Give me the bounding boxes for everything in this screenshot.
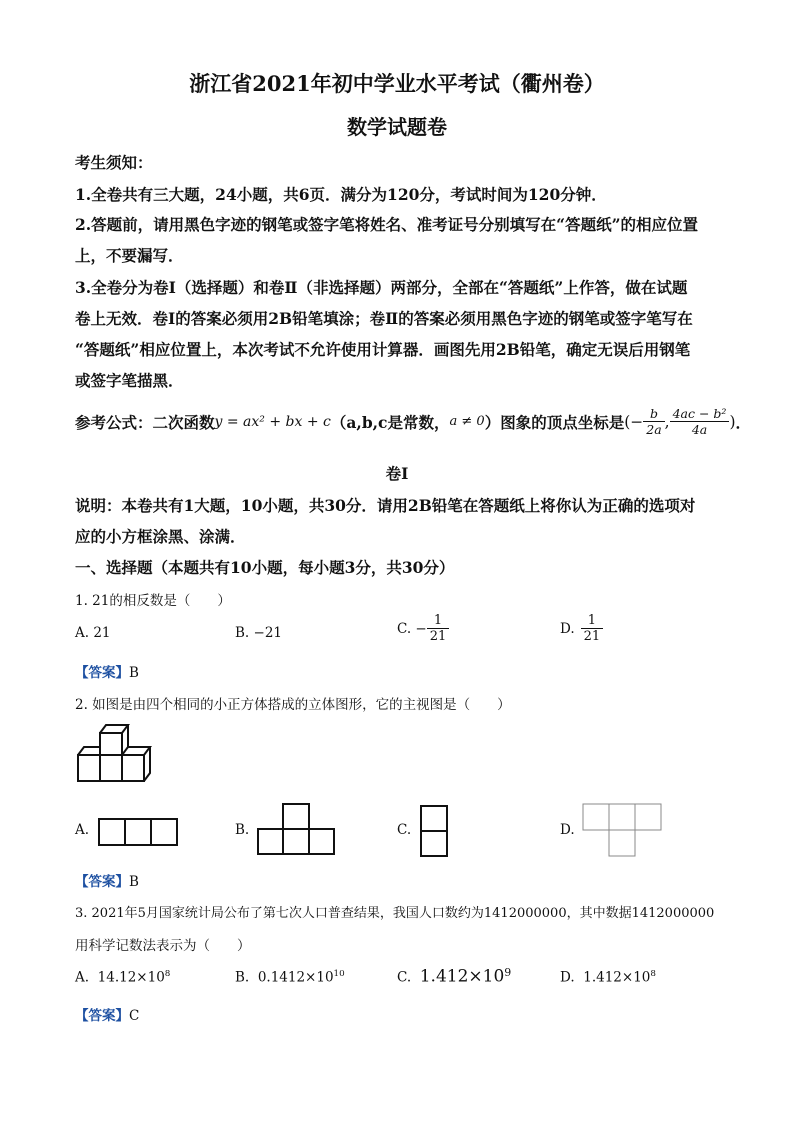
q1-c-numerator: 1: [427, 613, 450, 629]
q3-answer-value: C: [129, 1008, 140, 1024]
notice-item-3-line-1: 3.全卷分为卷Ⅰ（选择题）和卷Ⅱ（非选择题）两部分，全部在“答题纸”上作答，做在试题: [75, 278, 688, 297]
q1-option-d: [560, 613, 603, 644]
q2-answer-tag: 【答案】: [75, 874, 129, 890]
formula-mid: （a,b,c是常数，: [330, 412, 450, 432]
q1-c-denominator: 21: [429, 629, 447, 644]
exam-title: 浙江省2021年初中学业水平考试（衢州卷）: [189, 71, 605, 96]
notice-item-3-line-3: “答题纸”相应位置上，本次考试不允许使用计算器．画图先用2B铅笔，确定无误后用钢笔: [75, 340, 691, 359]
q2-stem: 2. 如图是由四个相同的小正方体搭成的立体图形，它的主视图是（ ）: [75, 697, 511, 713]
q3-option-c-value: 1.412×10: [419, 966, 505, 987]
formula-end: ．: [735, 412, 752, 432]
fraction-2-denominator: 4a: [691, 422, 708, 437]
q3-answer-tag: 【答案】: [75, 1008, 129, 1024]
q1-option-b: B. −21: [235, 625, 282, 641]
q1-option-c: [397, 613, 449, 644]
q2-answer: [75, 870, 139, 890]
q1-stem: 1. 21的相反数是（ ）: [75, 593, 231, 609]
q2-option-d-label: D.: [560, 822, 575, 838]
q3-option-a-exponent: 8: [164, 969, 171, 979]
part-heading: 一、选择题（本题共有10小题，每小题3分，共30分）: [75, 558, 455, 577]
q1-answer-tag: 【答案】: [75, 665, 129, 681]
q3-option-a-value: 14.12×10: [97, 969, 165, 986]
q2-option-b-label: B.: [235, 822, 250, 838]
q3-stem-line-2: 用科学记数法表示为（ ）: [75, 938, 251, 954]
section-title: 卷Ⅰ: [385, 464, 409, 483]
q3-answer: [75, 1004, 139, 1024]
q3-option-d: [560, 969, 656, 986]
q1-d-denominator: 21: [583, 629, 601, 644]
notice-item-2-line-2: 上，不要漏写．: [75, 246, 184, 265]
q1-option-d-label: D.: [560, 620, 575, 637]
formula-close: ): [729, 412, 736, 431]
fraction-1-numerator: b: [643, 406, 664, 422]
formula-expression: y = ax² + bx + c: [214, 413, 331, 430]
q2-option-a-figure: [98, 818, 178, 846]
notice-item-1: 1.全卷共有三大题，24小题，共6页．满分为120分，考试时间为120分钟．: [75, 185, 607, 204]
q3-option-b: [235, 969, 345, 986]
formula-comma: ,: [664, 412, 670, 431]
q3-option-c: [397, 966, 511, 987]
formula-condition: a ≠ 0: [449, 414, 485, 429]
q3-option-a-label: A.: [75, 969, 90, 986]
notice-item-3-line-2: 卷上无效．卷Ⅰ的答案必须用2B铅笔填涂；卷Ⅱ的答案必须用黑色字迹的钢笔或签字笔写在: [75, 309, 693, 328]
q1-option-c-label: C. −: [397, 620, 427, 637]
q2-solid-figure: [72, 723, 162, 785]
q1-answer-value: B: [129, 665, 139, 681]
notice-heading: 考生须知：: [75, 153, 153, 172]
q2-option-d-figure: [582, 803, 662, 857]
q3-option-c-label: C.: [397, 969, 412, 986]
q1-option-d-fraction: [581, 613, 604, 644]
formula-fraction-2: [670, 406, 730, 437]
formula-open: (−: [624, 412, 644, 431]
q3-option-d-value: 1.412×10: [583, 969, 651, 986]
q1-option-c-fraction: [427, 613, 450, 644]
q3-option-b-exponent: 10: [333, 969, 345, 979]
q3-option-b-value: 0.1412×10: [257, 969, 334, 986]
q2-option-c-figure: [420, 805, 448, 857]
q2-answer-value: B: [129, 874, 139, 890]
q3-option-c-exponent: 9: [504, 966, 512, 979]
formula-tail: ）图象的顶点坐标是: [484, 412, 625, 432]
q2-option-c-label: C.: [397, 822, 412, 838]
formula-fraction-1: [643, 406, 664, 437]
reference-formula: [75, 406, 751, 437]
q1-answer: [75, 661, 139, 681]
q1-option-a: A. 21: [75, 625, 111, 641]
formula-lead: 参考公式：二次函数: [75, 412, 215, 432]
fraction-2-numerator: 4ac − b²: [670, 406, 730, 422]
q3-option-b-label: B.: [235, 969, 250, 986]
fraction-1-denominator: 2a: [646, 422, 662, 437]
section-desc-line-2: 应的小方框涂黑、涂满．: [75, 527, 246, 546]
q3-option-d-exponent: 8: [650, 969, 656, 979]
q1-d-numerator: 1: [581, 613, 604, 629]
exam-subtitle: 数学试题卷: [347, 115, 447, 139]
section-desc-line-1: 说明：本卷共有1大题，10小题，共30分．请用2B铅笔在答题纸上将你认为正确的选项对: [75, 496, 696, 515]
q3-option-a: [75, 969, 170, 986]
notice-item-2-line-1: 2.答题前，请用黑色字迹的钢笔或签字笔将姓名、准考证号分别填写在“答题纸”的相应位置: [75, 215, 699, 234]
q2-option-b-figure: [257, 803, 335, 855]
q3-stem-line-1: 3. 2021年5月国家统计局公布了第七次人口普查结果，我国人口数约为1412000000，其中数据1412000000: [75, 906, 715, 921]
notice-item-3-line-4: 或签字笔描黑．: [75, 371, 184, 390]
q3-option-d-label: D.: [560, 969, 575, 986]
q2-option-a-label: A.: [75, 822, 90, 838]
